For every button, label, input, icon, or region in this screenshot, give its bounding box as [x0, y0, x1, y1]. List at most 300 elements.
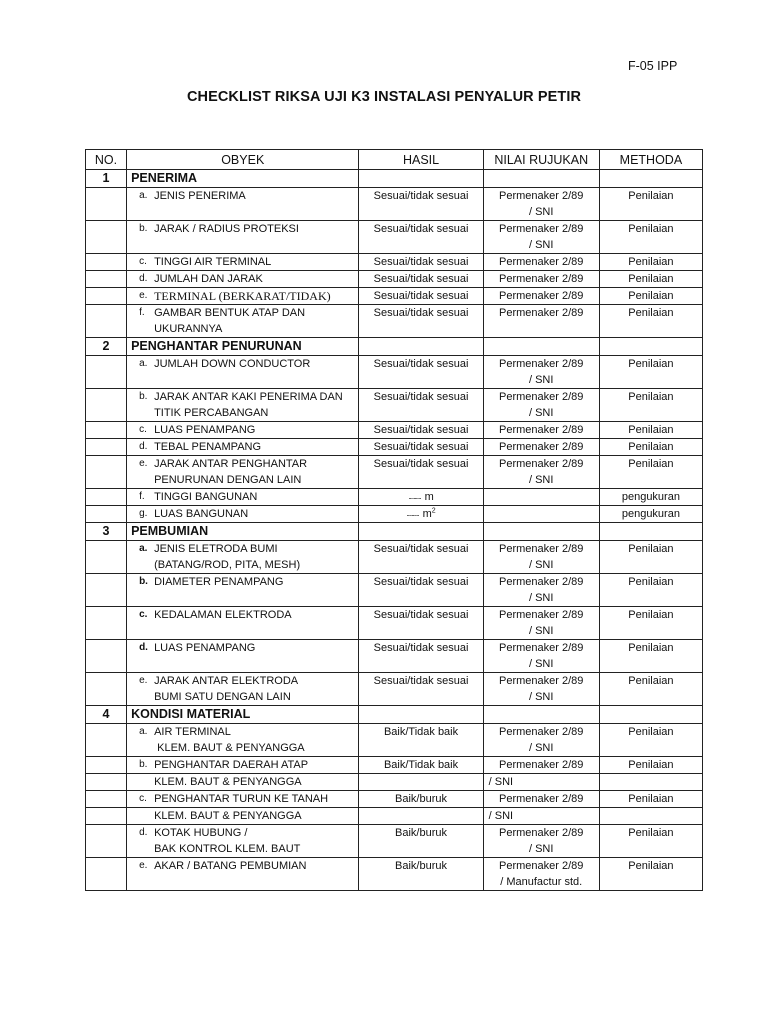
table-row: [86, 489, 703, 506]
empty-no-cell: [86, 188, 127, 221]
obyek-cell: [127, 791, 359, 808]
nilai-rujukan-cell: [483, 673, 599, 706]
blank-dots: ..........: [408, 492, 421, 501]
hasil-text: Sesuai/tidak sesuai: [373, 273, 469, 285]
methoda-cell: Penilaian: [599, 271, 702, 288]
obyek-cell: [127, 456, 359, 489]
empty-cell: [483, 523, 599, 541]
item-letter: e.: [139, 860, 148, 871]
empty-no-cell: [86, 456, 127, 489]
obyek-cell: [127, 757, 359, 774]
obyek-cell: [127, 574, 359, 607]
table-row: [86, 673, 703, 706]
hasil-text: Sesuai/tidak sesuai: [373, 458, 469, 470]
hasil-text: Sesuai/tidak sesuai: [373, 358, 469, 370]
table-row: [86, 288, 703, 305]
section-row: [86, 523, 703, 541]
methoda-cell: Penilaian: [599, 757, 702, 774]
item-letter: c.: [139, 256, 147, 267]
item-text-line: JARAK ANTAR ELEKTRODA: [154, 675, 299, 687]
item-letter: c.: [139, 609, 148, 620]
table-row: [86, 221, 703, 254]
header-obyek: OBYEK: [127, 150, 359, 170]
obyek-cell: [127, 858, 359, 891]
empty-no-cell: [86, 808, 127, 825]
methoda-cell: Penilaian: [599, 356, 702, 389]
empty-no-cell: [86, 791, 127, 808]
empty-no-cell: [86, 254, 127, 271]
item-text-line: KLEM. BAUT & PENYANGGA: [154, 810, 302, 822]
nilai-rujukan-cell: [483, 757, 599, 774]
methoda-cell: Penilaian: [599, 640, 702, 673]
item-letter: b.: [139, 576, 148, 587]
methoda-cell: pengukuran: [599, 506, 702, 523]
item-text: [154, 422, 358, 438]
empty-no-cell: [86, 724, 127, 757]
hasil-cell: [359, 541, 483, 574]
item: [127, 791, 358, 807]
item: [127, 673, 358, 705]
item-text: [154, 607, 358, 623]
table-row: [86, 858, 703, 891]
nilai-rujukan-line: Permenaker 2/89: [499, 860, 584, 872]
nilai-rujukan-cell: [483, 506, 599, 523]
nilai-rujukan-line: Permenaker 2/89: [499, 190, 584, 202]
item-text-line: PENGHANTAR DAERAH ATAP: [154, 759, 309, 771]
nilai-rujukan-cell: [483, 791, 599, 808]
item-text-line: KLEM. BAUT & PENYANGGA: [154, 742, 305, 754]
hasil-cell: [359, 825, 483, 858]
methoda-cell: Penilaian: [599, 574, 702, 607]
obyek-cell: [127, 506, 359, 523]
empty-no-cell: [86, 305, 127, 338]
nilai-rujukan-cell: [483, 774, 599, 791]
nilai-rujukan-cell: [483, 541, 599, 574]
nilai-rujukan-cell: [483, 574, 599, 607]
hasil-cell: [359, 439, 483, 456]
methoda-cell: Penilaian: [599, 422, 702, 439]
empty-no-cell: [86, 541, 127, 574]
empty-no-cell: [86, 640, 127, 673]
item-text-line: DIAMETER PENAMPANG: [154, 576, 284, 588]
item-letter: f.: [139, 307, 145, 318]
item-text-line: JARAK ANTAR KAKI PENERIMA DAN: [154, 391, 343, 403]
empty-cell: [599, 706, 702, 724]
table-row: [86, 541, 703, 574]
nilai-rujukan-line: Permenaker 2/89: [499, 759, 584, 771]
nilai-rujukan-cell: [483, 858, 599, 891]
item-text: [154, 791, 358, 807]
table-row: [86, 607, 703, 640]
empty-cell: [359, 523, 483, 541]
table-row: [86, 188, 703, 221]
section-number: 4: [86, 706, 127, 724]
section-row: [86, 338, 703, 356]
nilai-rujukan-cell: [483, 489, 599, 506]
nilai-rujukan-line: / Manufactur std.: [500, 876, 583, 888]
item-text-line: TITIK PERCABANGAN: [154, 407, 269, 419]
nilai-rujukan-line: / SNI: [528, 658, 554, 670]
table-row: [86, 506, 703, 523]
item: [127, 254, 358, 270]
hasil-cell: [359, 774, 483, 791]
methoda-cell: Penilaian: [599, 825, 702, 858]
unit-label: m: [424, 491, 434, 503]
item-text-line: JUMLAH DAN JARAK: [154, 273, 263, 285]
item-text-line: BAK KONTROL KLEM. BAUT: [154, 843, 301, 855]
item: [127, 288, 358, 304]
item: [127, 506, 358, 522]
item-text: [154, 757, 358, 773]
nilai-rujukan-line: / SNI: [528, 592, 554, 604]
nilai-rujukan-cell: [483, 422, 599, 439]
nilai-rujukan-cell: [483, 188, 599, 221]
table-row: [86, 422, 703, 439]
hasil-cell: [359, 356, 483, 389]
table-row: [86, 254, 703, 271]
item-text-line: JARAK / RADIUS PROTEKSI: [154, 223, 299, 235]
empty-cell: [483, 338, 599, 356]
methoda-cell: Penilaian: [599, 673, 702, 706]
header-nilai-rujukan: NILAI RUJUKAN: [483, 150, 599, 170]
methoda-cell: Penilaian: [599, 288, 702, 305]
obyek-cell: [127, 774, 359, 791]
item-text-line: UKURANNYA: [154, 323, 223, 335]
table-row: [86, 724, 703, 757]
obyek-cell: [127, 489, 359, 506]
item-letter: b.: [139, 223, 148, 234]
methoda-cell: Penilaian: [599, 389, 702, 422]
item-text: [154, 541, 358, 573]
nilai-rujukan-line: Permenaker 2/89: [499, 307, 584, 319]
item: [127, 188, 358, 204]
hasil-text: Sesuai/tidak sesuai: [373, 576, 469, 588]
item: [127, 825, 358, 857]
empty-no-cell: [86, 858, 127, 891]
item: [127, 757, 358, 773]
table-row: [86, 640, 703, 673]
table-row: [86, 791, 703, 808]
hasil-text: Baik/buruk: [395, 827, 448, 839]
nilai-rujukan-line: / SNI: [528, 559, 554, 571]
item-letter: d.: [139, 827, 148, 838]
item-text-line: LUAS PENAMPANG: [154, 642, 256, 654]
item-letter: a.: [139, 190, 148, 201]
empty-no-cell: [86, 607, 127, 640]
nilai-rujukan-cell: [483, 825, 599, 858]
nilai-rujukan-cell: [483, 808, 599, 825]
hasil-text: Sesuai/tidak sesuai: [373, 256, 469, 268]
hasil-text: Sesuai/tidak sesuai: [373, 424, 469, 436]
nilai-rujukan-cell: [483, 640, 599, 673]
methoda-cell: [599, 808, 702, 825]
obyek-cell: [127, 825, 359, 858]
empty-no-cell: [86, 757, 127, 774]
item-letter: a.: [139, 543, 148, 554]
methoda-cell: Penilaian: [599, 607, 702, 640]
hasil-cell: [359, 271, 483, 288]
methoda-cell: Penilaian: [599, 456, 702, 489]
item: [127, 389, 358, 421]
methoda-cell: pengukuran: [599, 489, 702, 506]
nilai-rujukan-line: Permenaker 2/89: [499, 441, 584, 453]
nilai-rujukan-line: Permenaker 2/89: [499, 391, 584, 403]
obyek-cell: [127, 607, 359, 640]
section-name: KONDISI MATERIAL: [127, 706, 359, 724]
hasil-text: Sesuai/tidak sesuai: [373, 307, 469, 319]
methoda-cell: Penilaian: [599, 254, 702, 271]
document-title: CHECKLIST RIKSA UJI K3 INSTALASI PENYALUR PETIR: [186, 89, 582, 105]
empty-no-cell: [86, 389, 127, 422]
item-text-line: TINGGI BANGUNAN: [154, 491, 258, 503]
hasil-cell: [359, 574, 483, 607]
nilai-rujukan-cell: [483, 439, 599, 456]
hasil-cell: [359, 305, 483, 338]
item-text-line: KOTAK HUBUNG /: [154, 827, 248, 839]
obyek-cell: [127, 254, 359, 271]
hasil-text: Sesuai/tidak sesuai: [373, 543, 469, 555]
unit-label: m: [422, 508, 432, 520]
obyek-cell: [127, 724, 359, 757]
hasil-cell: [359, 456, 483, 489]
nilai-rujukan-line: / SNI: [528, 843, 554, 855]
hasil-text: Sesuai/tidak sesuai: [373, 642, 469, 654]
hasil-text: Sesuai/tidak sesuai: [373, 223, 469, 235]
nilai-rujukan-line: / SNI: [528, 625, 554, 637]
measurement-field: [408, 489, 433, 505]
item-text-line: BUMI SATU DENGAN LAIN: [154, 691, 291, 703]
nilai-rujukan-line: Permenaker 2/89: [499, 358, 584, 370]
nilai-rujukan-line: / SNI: [528, 239, 554, 251]
table-row: [86, 825, 703, 858]
empty-cell: [483, 706, 599, 724]
item-text: [154, 774, 358, 790]
nilai-rujukan-line: Permenaker 2/89: [499, 726, 584, 738]
nilai-rujukan-cell: [483, 724, 599, 757]
nilai-rujukan-line: Permenaker 2/89: [499, 256, 584, 268]
table-row: [86, 439, 703, 456]
item-text-line: JARAK ANTAR PENGHANTAR: [154, 458, 308, 470]
methoda-cell: Penilaian: [599, 439, 702, 456]
item: [127, 305, 358, 337]
table-row: [86, 808, 703, 825]
item-text-line: LUAS BANGUNAN: [154, 508, 249, 520]
item-text-line: AIR TERMINAL: [154, 726, 231, 738]
hasil-cell: [359, 673, 483, 706]
hasil-cell: [359, 607, 483, 640]
item-text-line: PENURUNAN DENGAN LAIN: [154, 474, 302, 486]
item-text-line: KEDALAMAN ELEKTRODA: [154, 609, 292, 621]
methoda-cell: Penilaian: [599, 858, 702, 891]
item: [127, 607, 358, 623]
hasil-cell: [359, 506, 483, 523]
header-no: NO.: [86, 150, 127, 170]
section-name: PENGHANTAR PENURUNAN: [127, 338, 359, 356]
item-letter: d.: [139, 273, 148, 284]
empty-cell: [359, 338, 483, 356]
nilai-rujukan-cell: [483, 271, 599, 288]
item-letter: e.: [139, 675, 148, 686]
empty-cell: [599, 170, 702, 188]
obyek-cell: [127, 808, 359, 825]
item: [127, 574, 358, 590]
obyek-cell: [127, 422, 359, 439]
item-text: [154, 271, 358, 287]
hasil-cell: [359, 724, 483, 757]
hasil-text: Sesuai/tidak sesuai: [373, 675, 469, 687]
item-text-line: GAMBAR BENTUK ATAP DAN: [154, 307, 306, 319]
item-text: [154, 858, 358, 874]
empty-no-cell: [86, 825, 127, 858]
hasil-cell: [359, 489, 483, 506]
item-letter: e.: [139, 458, 148, 469]
hasil-text: Sesuai/tidak sesuai: [373, 609, 469, 621]
nilai-rujukan-line: / SNI: [528, 206, 554, 218]
nilai-rujukan-cell: [483, 356, 599, 389]
empty-no-cell: [86, 673, 127, 706]
nilai-rujukan-line: Permenaker 2/89: [499, 458, 584, 470]
item-letter: c.: [139, 424, 147, 435]
item-letter: f.: [139, 491, 145, 502]
nilai-rujukan-line: Permenaker 2/89: [499, 424, 584, 436]
table-row: [86, 271, 703, 288]
empty-cell: [483, 170, 599, 188]
hasil-text: Sesuai/tidak sesuai: [373, 290, 469, 302]
nilai-rujukan-line: Permenaker 2/89: [499, 543, 584, 555]
hasil-cell: [359, 188, 483, 221]
item-text: [154, 439, 358, 455]
hasil-cell: [359, 254, 483, 271]
item-text-line: JENIS PENERIMA: [154, 190, 246, 202]
hasil-text: Sesuai/tidak sesuai: [373, 190, 469, 202]
item-letter: [127, 808, 154, 824]
nilai-rujukan-line: / SNI: [528, 407, 554, 419]
nilai-rujukan-line: / SNI: [528, 691, 554, 703]
hasil-cell: [359, 640, 483, 673]
table-row: [86, 757, 703, 774]
obyek-cell: [127, 673, 359, 706]
nilai-rujukan-line: / SNI: [528, 374, 554, 386]
obyek-cell: [127, 541, 359, 574]
nilai-rujukan-line: Permenaker 2/89: [499, 793, 584, 805]
empty-no-cell: [86, 774, 127, 791]
item: [127, 489, 358, 505]
nilai-rujukan-line: / SNI: [528, 742, 554, 754]
nilai-rujukan-cell: [483, 254, 599, 271]
nilai-rujukan-line: Permenaker 2/89: [499, 827, 584, 839]
item-text: [154, 825, 358, 857]
item: [127, 724, 358, 756]
item: [127, 271, 358, 287]
empty-no-cell: [86, 221, 127, 254]
methoda-cell: Penilaian: [599, 541, 702, 574]
item: [127, 221, 358, 237]
obyek-cell: [127, 221, 359, 254]
nilai-rujukan-line: Permenaker 2/89: [499, 290, 584, 302]
empty-no-cell: [86, 489, 127, 506]
item-text-line: JUMLAH DOWN CONDUCTOR: [154, 358, 311, 370]
hasil-text: Baik/buruk: [395, 793, 448, 805]
table-header-row: [86, 150, 703, 170]
item-text-line: TERMINAL (BERKARAT/TIDAK): [154, 289, 331, 303]
methoda-cell: Penilaian: [599, 221, 702, 254]
item-text: [154, 506, 358, 522]
obyek-cell: [127, 188, 359, 221]
item-text: [154, 356, 358, 372]
section-number: 1: [86, 170, 127, 188]
form-code: F-05 IPP: [628, 59, 678, 73]
item-text: [154, 221, 358, 237]
methoda-cell: Penilaian: [599, 305, 702, 338]
empty-no-cell: [86, 288, 127, 305]
empty-no-cell: [86, 439, 127, 456]
item: [127, 356, 358, 372]
item-text: [154, 389, 358, 421]
header-methoda: METHODA: [599, 150, 702, 170]
hasil-text: Baik/Tidak baik: [383, 759, 459, 771]
empty-cell: [599, 523, 702, 541]
item-letter: c.: [139, 793, 147, 804]
nilai-rujukan-cell: [483, 221, 599, 254]
section-number: 2: [86, 338, 127, 356]
item-text-line: LUAS PENAMPANG: [154, 424, 256, 436]
empty-no-cell: [86, 271, 127, 288]
item-text-line: JENIS ELETRODA BUMI: [154, 543, 278, 555]
item: [127, 456, 358, 488]
obyek-cell: [127, 271, 359, 288]
nilai-rujukan-line: Permenaker 2/89: [499, 273, 584, 285]
hasil-cell: [359, 791, 483, 808]
item-letter: d.: [139, 642, 148, 653]
item-letter: b.: [139, 391, 148, 402]
item: [127, 858, 358, 874]
item-text: [154, 305, 358, 337]
item-text: [154, 288, 358, 304]
item-text-line: (BATANG/ROD, PITA, MESH): [154, 559, 301, 571]
item-text: [154, 724, 358, 756]
table-row: [86, 305, 703, 338]
section-number: 3: [86, 523, 127, 541]
methoda-cell: Penilaian: [599, 791, 702, 808]
table-body: [86, 170, 703, 891]
hasil-cell: [359, 389, 483, 422]
hasil-cell: [359, 808, 483, 825]
nilai-rujukan-cell: [483, 389, 599, 422]
obyek-cell: [127, 305, 359, 338]
nilai-rujukan-cell: [483, 607, 599, 640]
nilai-rujukan-cell: [483, 456, 599, 489]
item-text-line: TINGGI AIR TERMINAL: [154, 256, 272, 268]
item: [127, 808, 358, 824]
item-text: [154, 808, 358, 824]
item: [127, 422, 358, 438]
hasil-text: Baik/buruk: [395, 860, 448, 872]
hasil-text: Sesuai/tidak sesuai: [373, 441, 469, 453]
item-letter: e.: [139, 290, 148, 301]
section-name: PENERIMA: [127, 170, 359, 188]
table-row: [86, 456, 703, 489]
item: [127, 439, 358, 455]
empty-no-cell: [86, 506, 127, 523]
methoda-cell: Penilaian: [599, 188, 702, 221]
nilai-rujukan-line: / SNI: [528, 474, 554, 486]
empty-no-cell: [86, 356, 127, 389]
item-text: [154, 574, 358, 590]
item-letter: a.: [139, 358, 148, 369]
hasil-text: Sesuai/tidak sesuai: [373, 391, 469, 403]
nilai-rujukan-cell: [483, 288, 599, 305]
hasil-cell: [359, 288, 483, 305]
